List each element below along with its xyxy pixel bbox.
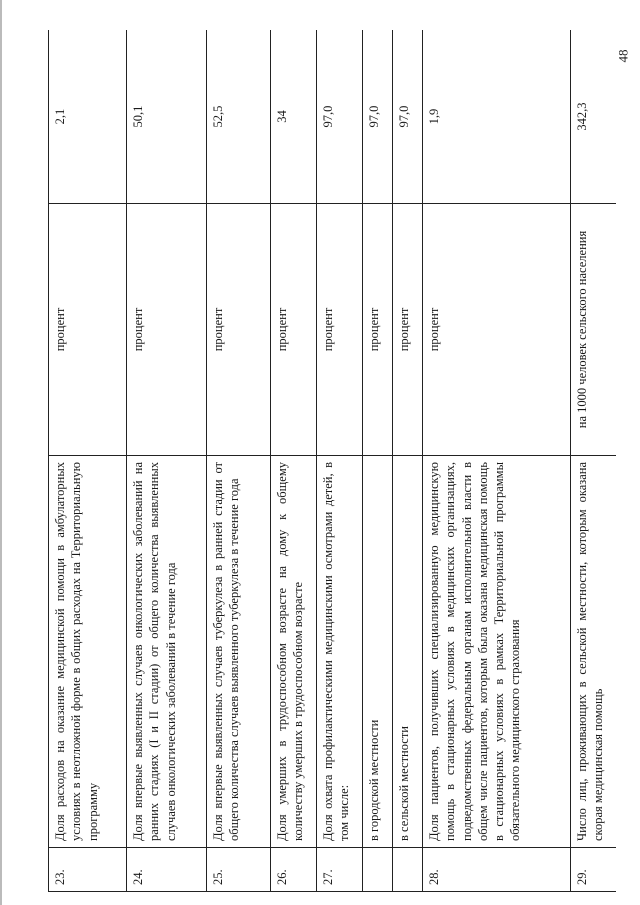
unit-of-measure: на 1000 человек сельского населения	[571, 204, 617, 456]
indicator-description: Доля охвата профилактическими медицинскими осмотрами детей, в том числе:	[317, 456, 363, 848]
unit-of-measure: процент	[207, 204, 271, 456]
unit-of-measure: процент	[271, 204, 317, 456]
row-number: 29.	[571, 848, 617, 892]
table-row	[207, 30, 271, 892]
indicator-description: Доля пациентов, получивших специализированную медицинскую помощь в стационарных условиях в медицинских организациях, подведомственных федеральным органам исполнительной власти в общем числе пациентов, которым была оказана медицинская помощь в стационарных условиях в рамках Территориальной программы обязательного медицинского страхования	[423, 456, 571, 848]
row-number	[393, 848, 423, 892]
row-number: 23.	[49, 848, 127, 892]
table-row	[271, 30, 317, 892]
unit-of-measure: процент	[393, 204, 423, 456]
page-edge-line	[0, 0, 2, 905]
unit-of-measure: процент	[423, 204, 571, 456]
indicator-description: в сельской местности	[393, 456, 423, 848]
unit-of-measure: процент	[127, 204, 207, 456]
indicator-value: 342,3	[571, 30, 617, 204]
indicators-table	[48, 30, 616, 892]
unit-of-measure: процент	[317, 204, 363, 456]
indicator-value: 97,0	[363, 30, 393, 204]
row-number: 24.	[127, 848, 207, 892]
indicator-value: 2,1	[49, 30, 127, 204]
unit-of-measure: процент	[49, 204, 127, 456]
indicator-description: Доля впервые выявленных случаев туберкулеза в ранней стадии от общего количества случаев выявленного туберкулеза в течение года	[207, 456, 271, 848]
indicator-description: в городской местности	[363, 456, 393, 848]
row-number: 25.	[207, 848, 271, 892]
indicator-value: 50,1	[127, 30, 207, 204]
indicator-value: 1,9	[423, 30, 571, 204]
indicator-value: 34	[271, 30, 317, 204]
table-row	[127, 30, 207, 892]
page-number: 48	[615, 49, 631, 63]
table-row	[49, 30, 127, 892]
row-number	[363, 848, 393, 892]
indicator-description: Доля умерших в трудоспособном возрасте на дому к общему количеству умерших в трудоспособном возрасте	[271, 456, 317, 848]
indicator-description: Число лиц, проживающих в сельской местности, которым оказана скорая медицинская помощь	[571, 456, 617, 848]
table-row	[363, 30, 393, 892]
unit-of-measure: процент	[363, 204, 393, 456]
row-number: 26.	[271, 848, 317, 892]
indicator-description: Доля расходов на оказание медицинской помощи в амбулаторных условиях в неотложной форме в общих расходах на Территориальную программу	[49, 456, 127, 848]
indicator-value: 97,0	[317, 30, 363, 204]
table-row	[317, 30, 363, 892]
indicators-table-container	[48, 30, 616, 892]
row-number: 27.	[317, 848, 363, 892]
table-row	[423, 30, 571, 892]
indicator-description: Доля впервые выявленных случаев онкологических заболеваний на ранних стадиях (I и II стадии) от общего количества выявленных случаев онкологических заболеваний в течение года	[127, 456, 207, 848]
table-row	[571, 30, 617, 892]
indicator-value: 52,5	[207, 30, 271, 204]
rotated-page-content	[48, 30, 616, 892]
table-row	[393, 30, 423, 892]
indicator-value: 97,0	[393, 30, 423, 204]
row-number: 28.	[423, 848, 571, 892]
